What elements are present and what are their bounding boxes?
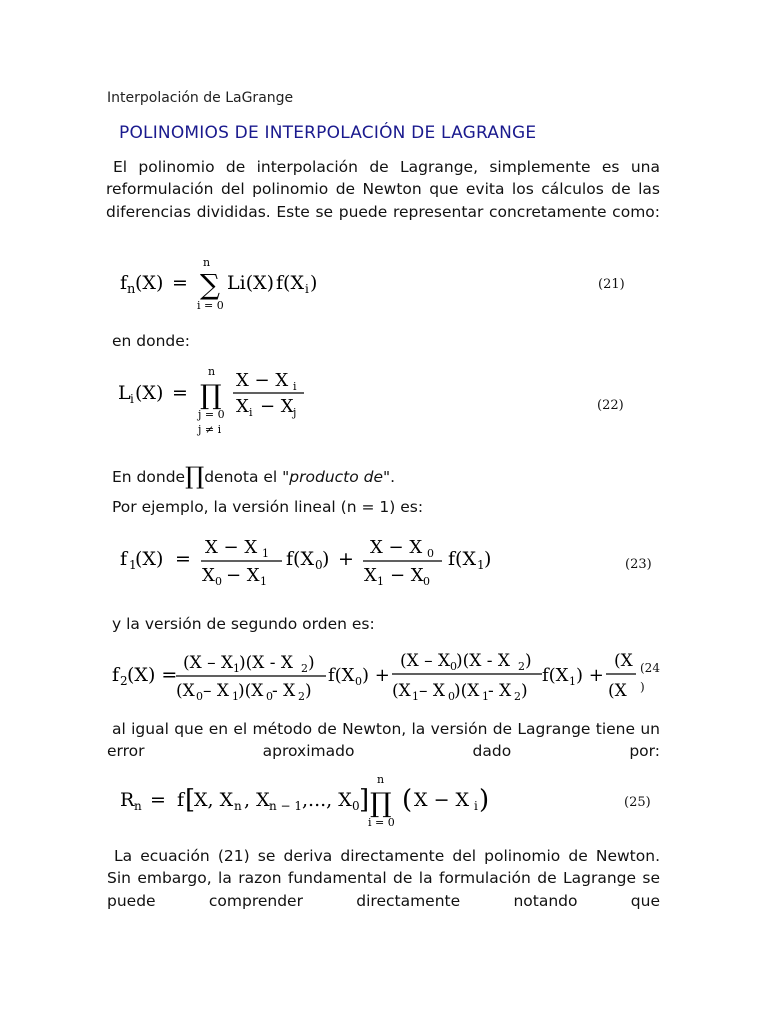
svg-text:1: 1 — [477, 558, 485, 572]
svg-text:): ) — [484, 548, 492, 570]
svg-text:n: n — [127, 282, 136, 297]
svg-text:]: ] — [359, 785, 370, 815]
svg-text:j = 0: j = 0 — [198, 408, 225, 421]
svg-text:=: = — [175, 548, 191, 570]
svg-text:2: 2 — [518, 660, 525, 673]
svg-text:f: f — [120, 272, 128, 294]
svg-text:i = 0: i = 0 — [368, 816, 395, 829]
en-donde-text: en donde: — [112, 332, 191, 350]
svg-text:) +: ) + — [362, 665, 390, 686]
svg-text:X − X: X − X — [414, 789, 470, 811]
svg-text:): ) — [525, 651, 532, 671]
svg-text:1: 1 — [482, 690, 489, 703]
svg-text:0: 0 — [315, 558, 323, 572]
svg-text:- X: - X — [488, 681, 512, 701]
svg-text:,..., X: ,..., X — [302, 789, 352, 811]
svg-text:n − 1: n − 1 — [269, 799, 303, 813]
svg-text:X, X: X, X — [194, 789, 234, 811]
svg-text:0: 0 — [266, 690, 273, 703]
svg-text:i: i — [305, 282, 309, 296]
svg-text:X − X: X − X — [236, 370, 289, 391]
equation-number-22: (22) — [597, 398, 624, 413]
svg-text:0: 0 — [450, 660, 457, 673]
equation-number-25: (25) — [624, 795, 651, 810]
equation-22 — [110, 362, 350, 440]
svg-text:)(X: )(X — [454, 681, 480, 701]
svg-text:n: n — [203, 256, 211, 269]
svg-text:=: = — [150, 789, 166, 811]
producto-line — [112, 462, 395, 490]
svg-text:f(X: f(X — [448, 548, 476, 570]
intro-paragraph: El polinomio de interpolación de Lagrange, simplemente es una reformulación del polinomio de Newton que evita los cálculos de las diferencias divididas. Este se puede representar concretamente como: — [106, 158, 660, 221]
producto-emphasis: "producto de" — [282, 468, 391, 486]
svg-text:(X – X: (X – X — [183, 653, 234, 673]
producto-mid: denota el — [204, 468, 278, 486]
svg-text:+: + — [338, 548, 354, 570]
svg-text:f: f — [120, 548, 128, 570]
svg-text:X: X — [364, 565, 377, 586]
svg-text:i: i — [130, 392, 134, 406]
svg-text:– X: – X — [419, 681, 446, 701]
svg-text:(X): (X) — [135, 272, 164, 294]
svg-text:(X: (X — [176, 681, 195, 701]
svg-text:- X: - X — [272, 681, 296, 701]
svg-text:f(X: f(X — [542, 665, 569, 686]
svg-text:2: 2 — [301, 662, 308, 675]
svg-text:0: 0 — [352, 799, 360, 813]
final-paragraph: La ecuación (21) se deriva directamente del polinomio de Newton. Sin embargo, la razon fundamental de la formulación de Lagrange se puede comprender directamente notando que — [107, 847, 660, 910]
svg-text:): ) — [479, 785, 490, 815]
svg-text:0: 0 — [427, 547, 434, 560]
svg-text:1: 1 — [233, 662, 240, 675]
svg-text:− X: − X — [226, 565, 260, 586]
svg-text:i: i — [293, 380, 297, 393]
svg-text:2: 2 — [120, 674, 128, 688]
svg-text:Li(X): Li(X) — [227, 272, 275, 294]
svg-text:j: j — [293, 406, 297, 419]
svg-text:(X) =: (X) = — [127, 664, 178, 686]
svg-text:X: X — [236, 396, 249, 417]
svg-text:1: 1 — [569, 675, 576, 688]
svg-text:(X: (X — [392, 681, 411, 701]
svg-text:i: i — [249, 406, 253, 419]
svg-text:∏: ∏ — [370, 788, 392, 819]
svg-text:X: X — [202, 565, 215, 586]
svg-text:0: 0 — [215, 575, 222, 588]
svg-text:2: 2 — [514, 690, 521, 703]
svg-text:j ≠ i: j ≠ i — [198, 423, 222, 436]
svg-text:): ) — [521, 681, 528, 701]
svg-text:n: n — [208, 365, 216, 378]
svg-text:L: L — [118, 382, 131, 404]
svg-text:1: 1 — [129, 558, 137, 572]
svg-text:− X: − X — [390, 565, 424, 586]
equation-21 — [110, 252, 350, 316]
svg-text:f(X: f(X — [276, 272, 304, 294]
svg-text:X − X: X − X — [205, 537, 258, 558]
svg-text:0: 0 — [196, 690, 203, 703]
svg-text:0: 0 — [448, 690, 455, 703]
equation-24 — [108, 646, 636, 706]
svg-text:[: [ — [185, 785, 196, 815]
svg-text:(X: (X — [614, 651, 633, 671]
segundo-orden-text: y la versión de segundo orden es: — [112, 615, 375, 633]
svg-text:i: i — [474, 799, 478, 813]
svg-text:∏: ∏ — [200, 380, 222, 411]
svg-text:1: 1 — [412, 690, 419, 703]
svg-text:, X: , X — [244, 789, 270, 811]
producto-end: . — [390, 468, 396, 486]
svg-text:(X): (X) — [135, 382, 164, 404]
svg-text:n: n — [134, 799, 142, 813]
svg-text:− X: − X — [260, 396, 294, 417]
svg-text:(X – X: (X – X — [400, 651, 451, 671]
svg-text:=: = — [172, 382, 188, 404]
equation-number-21: (21) — [598, 277, 625, 292]
svg-text:=: = — [172, 272, 188, 294]
svg-text:1: 1 — [377, 575, 384, 588]
svg-text:f: f — [177, 789, 185, 811]
equation-number-24-top: (24 — [640, 661, 660, 675]
error-paragraph: al igual que en el método de Newton, la versión de Lagrange tiene un error aproximado dado por: — [107, 720, 660, 761]
svg-text:): ) — [305, 681, 312, 701]
svg-text:) +: ) + — [576, 665, 604, 686]
product-symbol-icon: ∏ — [185, 462, 205, 490]
svg-text:1: 1 — [262, 547, 269, 560]
document-header: Interpolación de LaGrange — [107, 90, 294, 106]
svg-text:n: n — [234, 799, 242, 813]
equation-25 — [112, 770, 512, 836]
svg-text:R: R — [120, 789, 135, 811]
equation-number-24-bottom: ) — [640, 680, 645, 694]
svg-text:(X): (X) — [135, 548, 164, 570]
svg-text:0: 0 — [355, 675, 362, 688]
svg-text:X − X: X − X — [370, 537, 423, 558]
equation-number-24 — [640, 659, 660, 697]
svg-text:(X: (X — [608, 681, 627, 701]
svg-text:2: 2 — [298, 690, 305, 703]
svg-text:– X: – X — [203, 681, 230, 701]
lineal-text: Por ejemplo, la versión lineal (n = 1) es: — [112, 498, 424, 516]
section-title: POLINOMIOS DE INTERPOLACIÓN DE LAGRANGE — [119, 123, 537, 143]
svg-text:): ) — [308, 653, 315, 673]
producto-pre: En donde — [112, 468, 186, 486]
svg-text:)(X - X: )(X - X — [239, 653, 294, 673]
svg-text:)(X: )(X — [238, 681, 264, 701]
svg-text:∑: ∑ — [200, 268, 220, 301]
svg-text:f(X: f(X — [328, 665, 355, 686]
svg-text:): ) — [322, 548, 330, 570]
equation-23 — [110, 530, 510, 590]
svg-text:1: 1 — [260, 575, 267, 588]
svg-text:)(X - X: )(X - X — [456, 651, 511, 671]
equation-number-23: (23) — [625, 557, 652, 572]
svg-text:i = 0: i = 0 — [197, 299, 224, 312]
svg-text:(: ( — [402, 785, 413, 815]
svg-text:0: 0 — [423, 575, 430, 588]
svg-text:n: n — [377, 773, 385, 786]
svg-text:): ) — [310, 272, 318, 294]
svg-text:f(X: f(X — [286, 548, 314, 570]
svg-text:1: 1 — [232, 690, 239, 703]
svg-text:f: f — [112, 664, 120, 686]
